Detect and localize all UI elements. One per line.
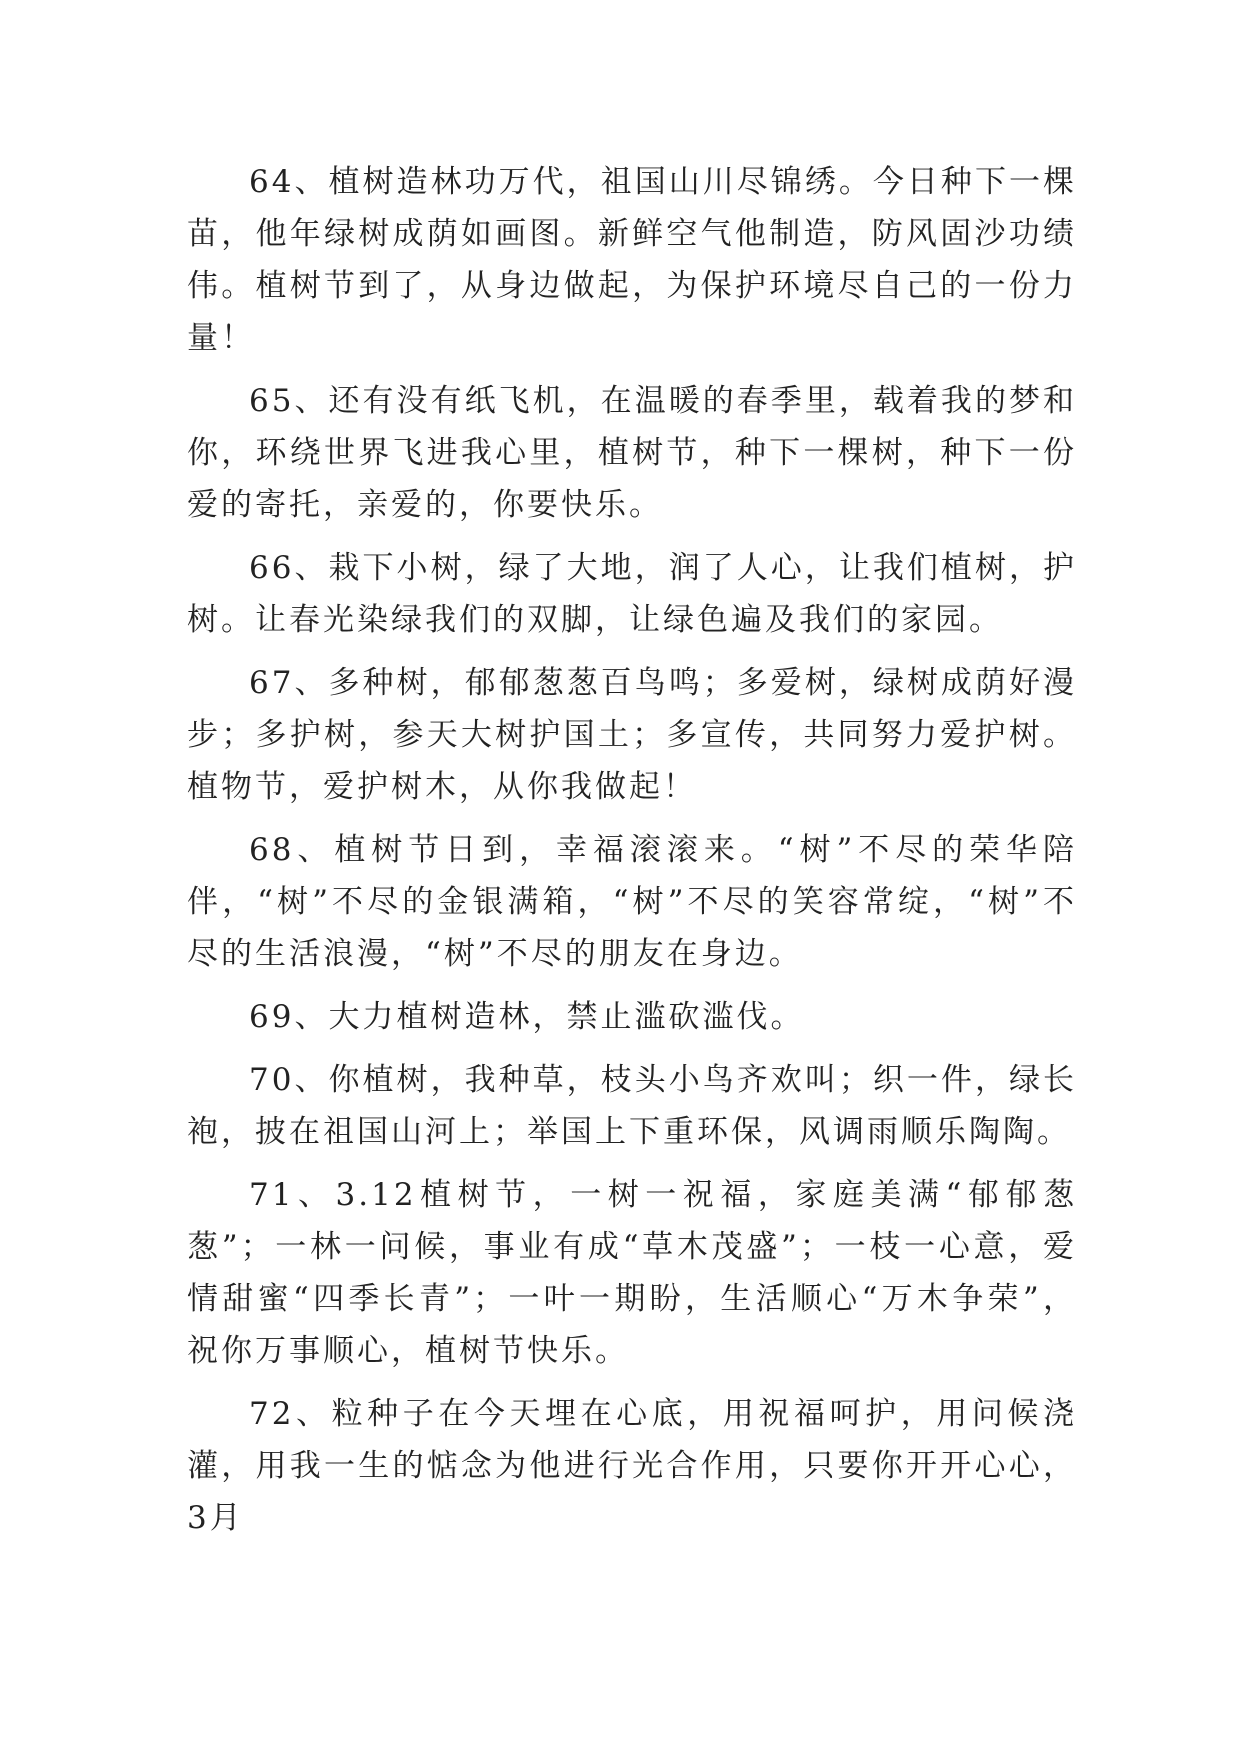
- paragraph-64: 64、植树造林功万代，祖国山川尽锦绣。今日种下一棵苗，他年绿树成荫如画图。新鲜空气他制造，防风固沙功绩伟。植树节到了，从身边做起，为保护环境尽自己的一份力量！: [187, 164, 1077, 356]
- paragraph-72: 72、粒种子在今天埋在心底，用祝福呵护，用问候浇灌，用我一生的惦念为他进行光合作用，只要你开开心心，3月: [187, 1396, 1077, 1536]
- paragraph-71: 71、3.12植树节，一树一祝福，家庭美满“郁郁葱葱”；一林一问候，事业有成“草木茂盛”；一枝一心意，爱情甜蜜“四季长青”；一叶一期盼，生活顺心“万木争荣”，祝你万事顺心，植树节快乐。: [187, 1177, 1077, 1369]
- paragraph-69: 69、大力植树造林，禁止滥砍滥伐。: [249, 999, 805, 1035]
- paragraph-70: 70、你植树，我种草，枝头小鸟齐欢叫；织一件，绿长袍，披在祖国山河上；举国上下重环保，风调雨顺乐陶陶。: [187, 1062, 1077, 1150]
- paragraph-65: 65、还有没有纸飞机，在温暖的春季里，载着我的梦和你，环绕世界飞进我心里，植树节，种下一棵树，种下一份爱的寄托，亲爱的，你要快乐。: [187, 383, 1077, 523]
- paragraph-67: 67、多种树，郁郁葱葱百鸟鸣；多爱树，绿树成荫好漫步；多护树，参天大树护国土；多宣传，共同努力爱护树。植物节，爱护树木，从你我做起！: [187, 665, 1077, 805]
- paragraph-68: 68、植树节日到，幸福滚滚来。“树”不尽的荣华陪伴，“树”不尽的金银满箱，“树”不尽的笑容常绽，“树”不尽的生活浪漫，“树”不尽的朋友在身边。: [187, 832, 1077, 972]
- document-body: [187, 156, 1077, 1555]
- paragraph-66: 66、栽下小树，绿了大地，润了人心，让我们植树，护树。让春光染绿我们的双脚，让绿色遍及我们的家园。: [187, 550, 1077, 638]
